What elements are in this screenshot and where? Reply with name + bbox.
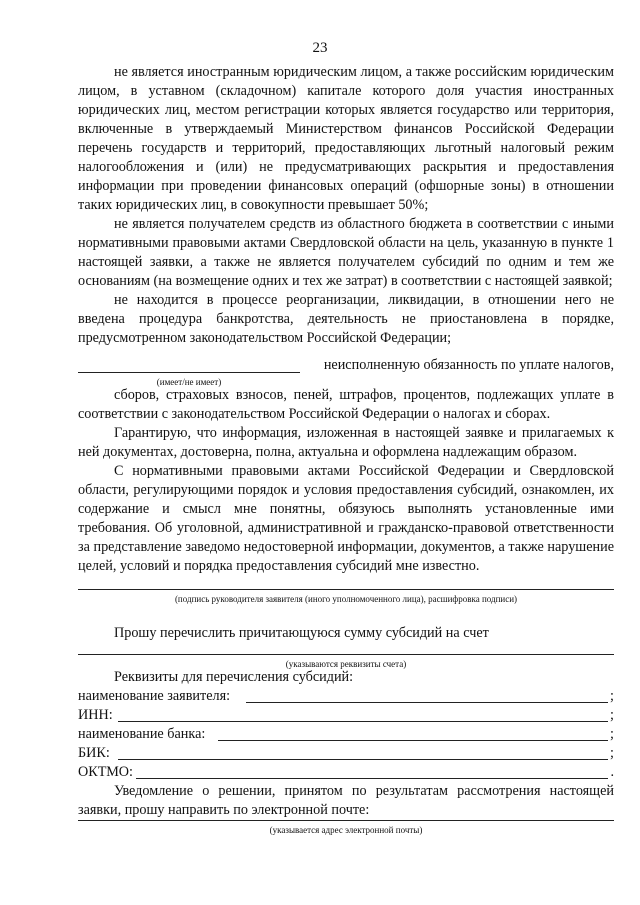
signature-hint: (подпись руководителя заявителя (иного уполномоченного лица), расшифровка подписи): [174, 594, 518, 604]
paragraph-reorganization: не находится в процессе реорганизации, ликвидации, в отношении него не введена процедура банкротства, деятельность не приостановлена в порядке, предусмотренном законодательством Российской Федерации;: [78, 292, 614, 346]
requisite-bik: [78, 744, 614, 763]
notification-text: Уведомление о решении, принятом по результатам рассмотрения настоящей заявки, прошу направить по электронной почте:: [78, 783, 614, 818]
paragraph-budget: не является получателем средств из областного бюджета в соответствии с иными нормативными правовыми актами Свердловской области на цель, указанную в пункте 1 настоящей заявки, а также не является получателем субсидий по одним и тем же основаниям (на возмещение одних и тех же затрат) в соответствии с настоящей заявкой;: [78, 216, 614, 289]
requisite-bik-blank[interactable]: [118, 759, 608, 760]
paragraph-acknowledgement: С нормативными правовыми актами Российской Федерации и Свердловской области, регулирующими порядок и условия предоставления субсидий, ознакомлен, их содержание и смысл мне понятны, обязуюсь выполнять установленные ими требования. Об уголовной, административной и гражданско-правовой ответственности за представление заведомо недостоверной информации, документов, а также нарушение целей, условий и порядка предоставления субсидий мне известно.: [78, 463, 614, 574]
email-line[interactable]: [78, 820, 614, 821]
requisite-bank-label: наименование банка:: [78, 726, 206, 742]
tax-status-hint: (имеет/не имеет): [156, 377, 222, 387]
requisite-oktmo: [78, 763, 614, 782]
conditions-block: [78, 63, 614, 348]
tax-continuation: сборов, страховых взносов, пеней, штрафов, процентов, подлежащих уплате в соответствии с законодательством Российской Федерации о налогах и сборах.: [78, 387, 614, 422]
requisites-title: Реквизиты для перечисления субсидий:: [114, 669, 354, 685]
requisite-bank: [78, 725, 614, 744]
requisite-applicant-blank[interactable]: [246, 702, 608, 703]
requisite-inn: [78, 706, 614, 725]
signature-line[interactable]: [78, 589, 614, 590]
email-hint: (указывается адрес электронной почты): [269, 825, 423, 835]
notification-block: [78, 782, 614, 820]
tax-line-suffix: неисполненную обязанность по уплате налогов,: [323, 357, 614, 373]
requisite-applicant: [78, 687, 614, 706]
paragraph-guarantee: Гарантирую, что информация, изложенная в настоящей заявке и прилагаемых к ней документах, достоверна, полна, актуальна и оформлена надлежащим образом.: [78, 425, 614, 460]
requisite-applicant-end: ;: [610, 688, 614, 704]
page-number: 23: [312, 40, 328, 56]
requisite-bik-label: БИК:: [78, 745, 110, 761]
account-hint: (указываются реквизиты счета): [285, 659, 407, 669]
requisite-oktmo-end: .: [610, 764, 614, 780]
tax-continuation-block: [78, 386, 614, 576]
requisite-bank-end: ;: [610, 726, 614, 742]
requisite-bank-blank[interactable]: [218, 740, 608, 741]
tax-status-blank[interactable]: [78, 372, 300, 373]
requisite-oktmo-blank[interactable]: [136, 778, 608, 779]
requisite-inn-blank[interactable]: [118, 721, 608, 722]
requisite-inn-label: ИНН:: [78, 707, 113, 723]
requisite-bik-end: ;: [610, 745, 614, 761]
account-line[interactable]: [78, 654, 614, 655]
paragraph-offshore: не является иностранным юридическим лицом, а также российским юридическим лицом, в уставном (складочном) капитале которого доля участия иностранных юридических лиц, местом регистрации которых является государство или территория, включенные в утверждаемый Министерством финансов Российской Федерации перечень государств и территорий, предоставляющих льготный налоговый режим налогообложения и (или) не предусматривающих раскрытия и предоставления информации при проведении финансовых операций (офшорные зоны) в отношении таких юридических лиц, в совокупности превышает 50%;: [78, 64, 614, 213]
requisite-applicant-label: наименование заявителя:: [78, 688, 231, 704]
transfer-request: Прошу перечислить причитающуюся сумму субсидий на счет: [114, 625, 489, 641]
requisite-inn-end: ;: [610, 707, 614, 723]
requisite-oktmo-label: ОКТМО:: [78, 764, 133, 780]
